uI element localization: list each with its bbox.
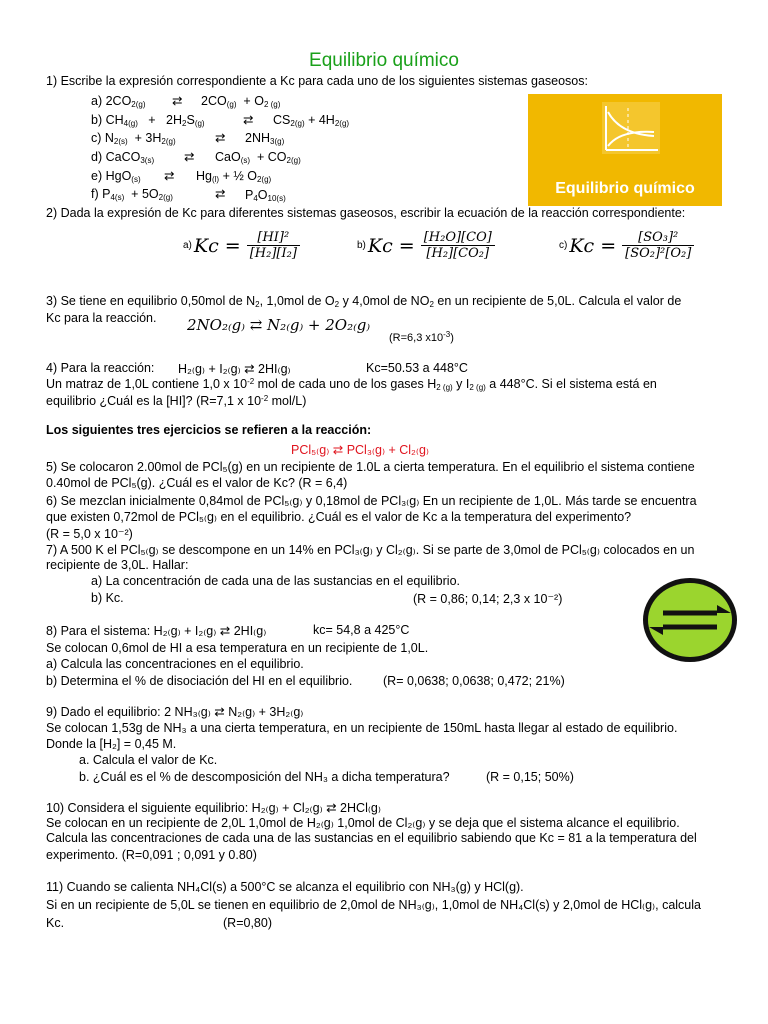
q1-item-f: f) $P_{4(s)} + 5O_{2(g)}$ [91, 187, 173, 202]
page-title: Equilibrio químico [309, 50, 459, 71]
q10-line1: 10) Considera el siguiente equilibrio: H₂₍g₎ + Cl₂₍g₎ ⇄ 2HCl₍g₎ [46, 801, 381, 815]
q1-item-d: d) CaCO$_{3(s)}$ [91, 150, 155, 165]
q8-line1a: 8) Para el sistema: H₂₍g₎ + I₂₍g₎ ⇄ 2HI₍g₎ [46, 624, 267, 638]
q1-item-a-rhs: $2CO_{(g)} + O_{2 (g)}$ [201, 94, 281, 109]
q7-line1: 7) A 500 K el PCl₅₍g₎ se descompone en un 14% en PCl₃₍g₎ y Cl₂₍g₎. Si se parte de 3,0mol de PCl₅₍g₎ colocados en un [46, 543, 695, 557]
q3-line2: Kc para la reacción. [46, 311, 157, 325]
q9-answer: (R = 0,15; 50%) [486, 770, 574, 784]
q1-arrow-e: ⇄ [164, 169, 175, 183]
q1-item-a: a) $2CO_{2(g)}$ [91, 94, 146, 109]
q1-item-c-rhs: $2NH_{3(g)}$ [245, 131, 285, 146]
q6-line2: que existen 0,72mol de PCl₅₍g₎ en el equilibrio. ¿Cuál es el valor de Kc a la temperatura del experimento? [46, 510, 632, 524]
q1-arrow-b: ⇄ [243, 113, 254, 127]
q6-line3: (R = 5,0 x 10⁻²) [46, 527, 133, 541]
q4-equation: H₂₍g₎ + I₂₍g₎ ⇄ 2HI₍g₎ [178, 362, 291, 376]
q11-line3: Kc. [46, 916, 65, 930]
q11-answer: (R=0,80) [223, 916, 272, 930]
q10-line2: Se colocan en un recipiente de 2,0L 1,0mol de H₂₍g₎ 1,0mol de Cl₂₍g₎ y se deja que el sistema alcance el equilibrio. [46, 816, 680, 830]
q11-line1: 11) Cuando se calienta NH₄Cl(s) a 500°C se alcanza el equilibrio con NH₃(g) y HCl(g). [46, 880, 524, 894]
q3-answer: (R=6,3 $x10^{-3}$) [389, 330, 454, 344]
q1-intro: 1) Escribe la expresión correspondiente a Kc para cada uno de los siguientes sistemas gaseosos: [46, 74, 588, 88]
equilibrium-circle-image [641, 576, 739, 664]
q5-line2: 0.40mol de PCl₅(g). ¿Cuál es el valor de Kc? (R = 6,4) [46, 476, 348, 490]
q8-item-a: a) Calcula las concentraciones en el equilibrio. [46, 657, 304, 671]
q7-item-a: a) La concentración de cada una de las sustancias en el equilibrio. [91, 574, 460, 588]
group-reaction: PCl₅₍g₎ ⇄ PCl₃₍g₎ + Cl₂₍g₎ [291, 443, 430, 457]
q11-line2: Si en un recipiente de 5,0L se tienen en equilibrio de 2,0mol de NH₃₍g₎, 1,0mol de NH₄Cl(s) y 2,0mol de HCl₍g₎, calcula [46, 898, 701, 912]
q3-line1: 3) Se tiene en equilibrio 0,50mol de $N_2$, 1,0mol de $O_2$ y 4,0mol de $NO_2$ en un recipiente de 5,0L. Calcula el valor de [46, 294, 682, 309]
q9-line3: Donde la [H₂] = 0,45 M. [46, 737, 177, 751]
q1-arrow-d: ⇄ [184, 150, 195, 164]
q3-equation: 2NO₂₍g₎ ⇄ N₂₍g₎ + 2O₂₍g₎ [187, 316, 371, 334]
q1-item-d-rhs: $CaO_{(s)} + CO_{2(g)}$ [215, 150, 301, 165]
q9-line2: Se colocan 1,53g de NH₃ a una cierta temperatura, en un recipiente de 150mL hasta llegar al estado de equilibrio. [46, 721, 678, 735]
equilibrium-banner-image [528, 94, 722, 206]
q10-line3: Calcula las concentraciones de cada una de las sustancias en el equilibrio sabiendo que Kc = 81 a la temperatura del [46, 831, 697, 845]
q7-line2: recipiente de 3,0L. Hallar: [46, 558, 189, 572]
equilibrium-arrows-icon [641, 576, 739, 664]
q10-line4: experimento. (R=0,091 ; 0,091 y 0.80) [46, 848, 257, 862]
q1-item-b-rhs: $CS_{2(g)} + 4H_{2(g)}$ [273, 113, 350, 128]
q1-arrow-a: ⇄ [172, 94, 183, 108]
q4-line2: Un matraz de 1,0L contiene 1,0 x $10^{-2}$ mol de cada uno de los gases $H_{2 (g)}$ y $I_{2 (g)}$ a 448°C. Si el sistema está en [46, 377, 657, 392]
q8-item-b: b) Determina el % de disociación del HI en el equilibrio. [46, 674, 353, 688]
q9-line1: 9) Dado el equilibrio: 2 NH₃₍g₎ ⇄ N₂₍g₎ + 3H₂₍g₎ [46, 705, 304, 719]
q1-item-b: b) $CH_{4(g)} + 2H_2S_{(g)}$ [91, 113, 205, 128]
q7-item-b: b) Kc. [91, 591, 124, 605]
group-heading: Los siguientes tres ejercicios se refieren a la reacción: [46, 423, 372, 437]
q8-line2: Se colocan 0,6mol de HI a esa temperatura en un recipiente de 1,0L. [46, 641, 429, 655]
q6-line1: 6) Se mezclan inicialmente 0,84mol de PCl₅₍g₎ y 0,18mol de PCl₃₍g₎ En un recipiente de 1,0L. Más tarde se encuentra [46, 494, 697, 508]
q2-kc-b: b) Kc = $\frac{\text{[H₂O][CO]}}{\text{[H₂][CO₂]}}$ [357, 230, 495, 261]
q5-line1: 5) Se colocaron 2.00mol de PCl₅(g) en un recipiente de 1.0L a cierta temperatura. En el equilibrio el sistema contiene [46, 460, 695, 474]
q2-kc-c: c) Kc = $\frac{\text{[SO₃]²}}{\text{[SO₂]²[O₂]}}$ [559, 230, 694, 261]
q4-kc: Kc=50.53 a 448°C [366, 361, 468, 375]
q9-item-a: a. Calcula el valor de Kc. [79, 753, 218, 767]
q1-item-c: c) $N_{2(s)} + 3H_{2(g)}$ [91, 131, 176, 146]
q4-head: 4) Para la reacción: [46, 361, 155, 375]
q8-answer: (R= 0,0638; 0,0638; 0,472; 21%) [383, 674, 565, 688]
q1-item-e-rhs: $Hg_{(l)}$ + ½ $O_{2(g)}$ [196, 169, 272, 184]
q1-arrow-c: ⇄ [215, 131, 226, 145]
q1-arrow-f: ⇄ [215, 187, 226, 201]
q7-answer: (R = 0,86; 0,14; 2,3 x 10⁻²) [413, 592, 563, 606]
banner-text: Equilibrio químico [555, 180, 695, 197]
q2-kc-a: a) Kc = $\frac{\text{[HI]²}}{\text{[H₂][I₂]}}$ [183, 230, 300, 261]
q4-line3: equilibrio ¿Cuál es la [HI]? (R=7,1 x $10^{-2}$ mol/L) [46, 394, 307, 408]
q8-kc: kc= 54,8 a 425°C [313, 623, 410, 637]
q2-intro: 2) Dada la expresión de Kc para diferentes sistemas gaseosos, escribir la ecuación de la reacción correspondiente: [46, 206, 686, 220]
q9-item-b: b. ¿Cuál es el % de descomposición del NH₃ a dicha temperatura? [79, 770, 450, 784]
q1-item-f-rhs: $P_4O_{10(s)}$ [245, 188, 286, 203]
q1-item-e: e) HgO$_{(s)}$ [91, 169, 141, 184]
